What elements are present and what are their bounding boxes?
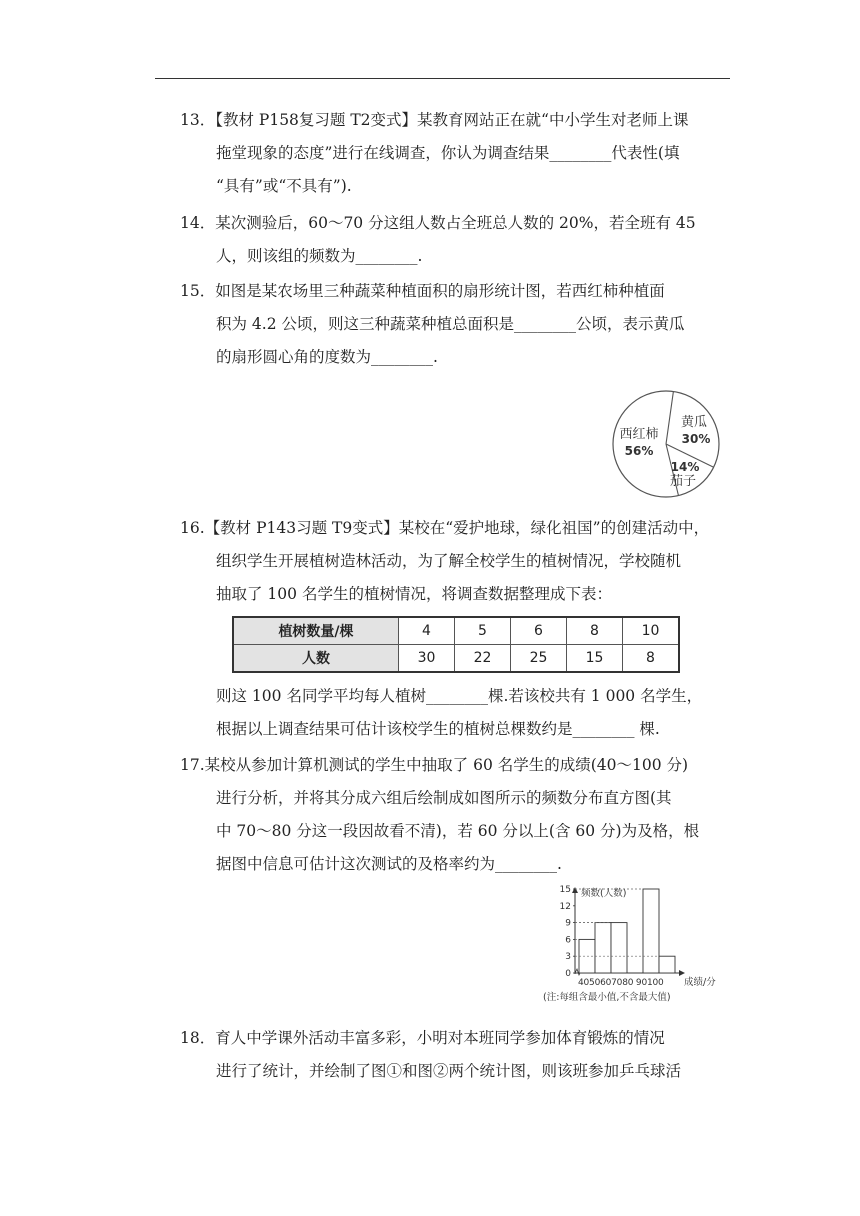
question-13 [180,104,732,203]
table-row [233,645,679,673]
table-cell: 8 [623,645,680,673]
histogram-chart [535,884,740,1009]
q17-line3: 中 70～80 分这一段因故看不清)，若 60 分以上(含 60 分)为及格，根 [216,822,700,840]
q18-line1: 18．育人中学课外活动丰富多彩，小明对本班同学参加体育锻炼的情况 [180,1029,665,1047]
y-tick-label: 15 [559,885,571,895]
q13-line1: 13．【教材 P158复习题 T2变式】某教育网站正在就“中小学生对老师上课 [180,111,689,129]
table-cell: 4 [399,617,455,645]
histogram-bar [595,923,611,973]
header-rule [155,78,730,79]
q16-line5: 根据以上调查结果可估计该校学生的植树总棵数约是________ 棵. [216,720,660,738]
pie-slice-label: 西红柿 [619,427,659,442]
question-14 [180,207,732,273]
y-tick-label: 0 [565,969,571,979]
q17-line1: 17.某校从参加计算机测试的学生中抽取了 60 名学生的成绩(40～100 分) [180,756,689,774]
q15-line2: 积为 4.2 公顷，则这三种蔬菜种植总面积是________公顷，表示黄瓜 [216,315,685,333]
y-axis-title: 频数(人数) [581,888,627,899]
question-18 [180,1022,732,1088]
table-cell: 10 [623,617,680,645]
y-tick-label: 6 [565,935,571,946]
table-cell: 25 [511,645,567,673]
y-tick-label: 12 [559,901,571,912]
q16-line3: 抽取了 100 名学生的植树情况，将调查数据整理成下表： [216,585,612,603]
q16-line4: 则这 100 名同学平均每人植树________棵.若该校共有 1 000 名学生， [216,687,703,705]
x-axis-title: 成绩/分 [684,977,716,988]
table-cell: 15 [567,645,623,673]
q15-line1: 15．如图是某农场里三种蔬菜种植面积的扇形统计图，若西红柿种植面 [180,282,665,300]
q14-line1: 14．某次测验后，60～70 分这组人数占全班总人数的 20%，若全班有 45 [180,214,696,232]
table-cell: 6 [511,617,567,645]
x-tick-labels: 4050607080 90100 [578,978,664,988]
q15-line3: 的扇形圆心角的度数为________. [216,348,438,366]
q17-line4: 据图中信息可估计这次测试的及格率约为________. [216,855,562,873]
q13-line3: “具有”或“不具有”). [216,177,352,195]
pie-slice-value: 56% [624,444,654,458]
histogram-bar [643,889,659,973]
pie-slice-label: 黄瓜 [680,415,708,430]
question-15 [180,275,732,374]
x-axis-arrow [679,970,685,976]
table-header-trees: 植树数量/棵 [233,617,399,645]
table-cell: 22 [455,645,511,673]
hist-group [543,885,716,1003]
q17-line2: 进行分析，并将其分成六组后绘制成如图所示的频数分布直方图(其 [216,789,672,807]
q13-line2: 拖堂现象的态度”进行在线调查，你认为调查结果________代表性(填 [216,144,680,162]
pie-chart [610,388,730,500]
question-16-cont [180,680,732,746]
y-tick-label: 3 [565,952,571,963]
chart-note: (注:每组含最小值,不含最大值) [543,992,671,1003]
pie-slice-value: 14% [670,460,700,474]
table-row [233,617,679,645]
histogram-bar [611,923,627,973]
q16-line1: 16.【教材 P143习题 T9变式】某校在“爱护地球，绿化祖国”的创建活动中， [180,519,710,537]
q14-line2: 人，则该组的频数为________. [216,247,423,265]
y-axis-arrow [572,887,578,893]
q16-line2: 组织学生开展植树造林活动，为了解全校学生的植树情况，学校随机 [216,552,682,570]
y-tick-label: 9 [565,918,571,929]
histogram-bar [659,956,675,973]
table-cell: 8 [567,617,623,645]
tree-planting-table [232,616,680,673]
table-cell: 30 [399,645,455,673]
q18-line2: 进行了统计，并绘制了图①和图②两个统计图，则该班参加乒乓球活 [216,1062,682,1080]
table-cell: 5 [455,617,511,645]
table-header-people: 人数 [233,645,399,673]
pie-slice-value: 30% [681,432,711,446]
pie-group [613,391,719,497]
pie-slice-label: 茄子 [669,474,697,489]
question-16 [180,512,732,611]
question-17 [180,749,732,881]
